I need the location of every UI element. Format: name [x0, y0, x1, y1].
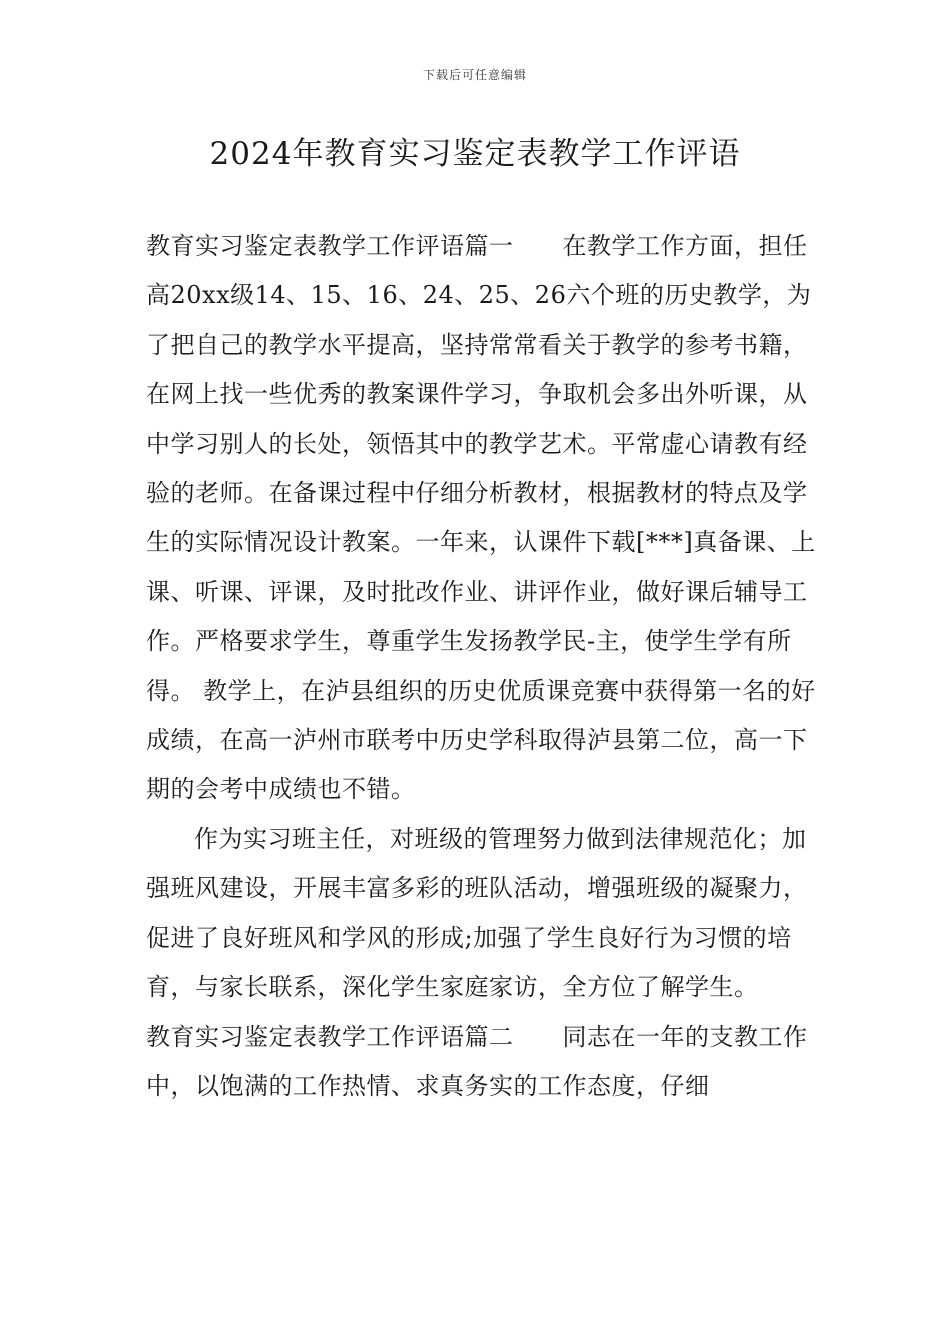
paragraph-1: 教育实习鉴定表教学工作评语篇一 在教学工作方面，担任高20xx级14、15、16、24、25、26六个班的历史教学，为了把自己的教学水平提高，坚持常常看关于教学的参考书籍，在网上找一些优秀的教案课件学习，争取机会多出外听课，从中学习别人的长处，领悟其中的教学艺术。平常虚心请教有经验的老师。在备课过程中仔细分析教材，根据教材的特点及学生的实际情况设计教案。一年来，认课件下载[***]真备课、上课、听课、评课，及时批改作业、讲评作业，做好课后辅导工作。严格要求学生，尊重学生发扬教学民-主，使学生学有所得。 教学上，在泸县组织的历史优质课竞赛中获得第一名的好成绩，在高一泸州市联考中历史学科取得泸县第二位，高一下期的会考中成绩也不错。	[146, 232, 816, 804]
paragraph-2: 作为实习班主任，对班级的管理努力做到法律规范化；加强班风建设，开展丰富多彩的班队活动，增强班级的凝聚力，促进了良好班风和学风的形成;加强了学生良好行为习惯的培育，与家长联系，深化学生家庭家访，全方位了解学生。	[146, 824, 808, 1002]
document-title: 2024年教育实习鉴定表教学工作评语	[209, 136, 741, 172]
paragraph-3: 教育实习鉴定表教学工作评语篇二 同志在一年的支教工作中，以饱满的工作热情、求真务实的工作态度，仔细	[146, 1022, 808, 1100]
document-body	[146, 222, 818, 1111]
header-note: 下载后可任意编辑	[422, 68, 527, 82]
